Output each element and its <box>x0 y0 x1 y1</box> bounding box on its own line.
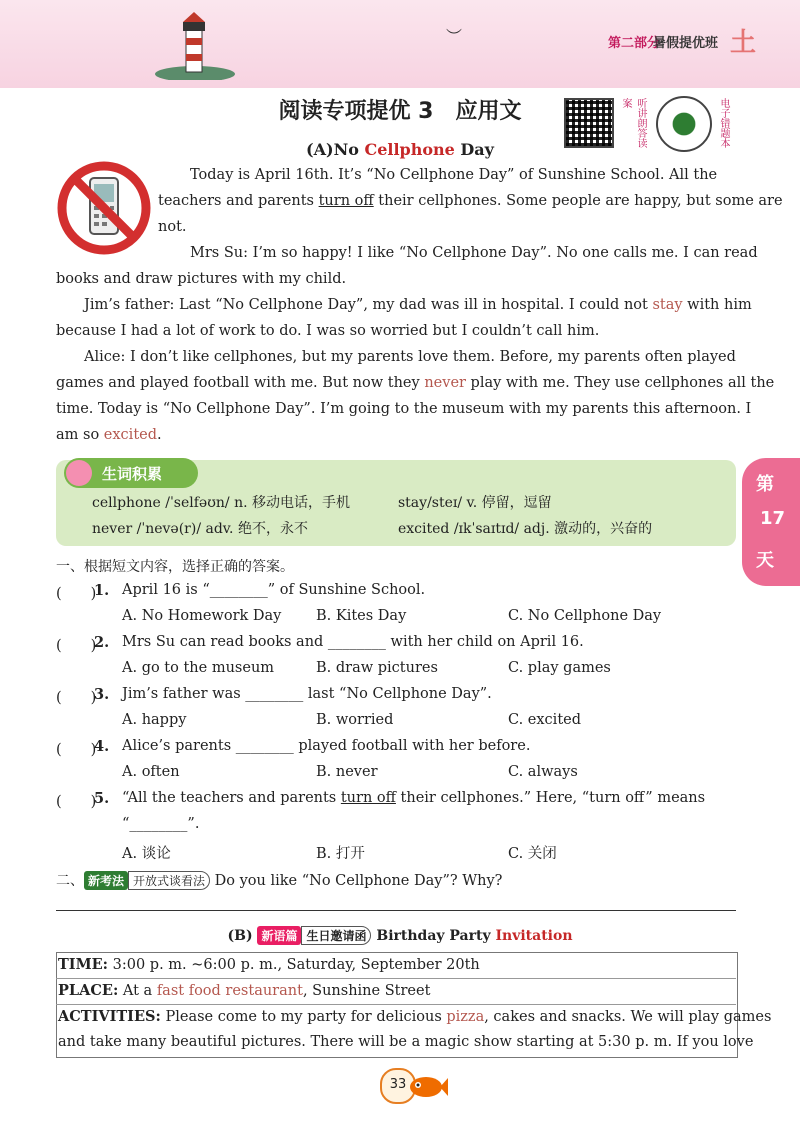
passage-line: Jim’s father: Last “No Cellphone Day”, my dad was ill in hospital. I could not stay with him <box>84 297 752 313</box>
question-number: 1. <box>94 582 110 599</box>
passage-line: time. Today is “No Cellphone Day”. I’m going to the museum with my parents this afternoon. I <box>56 401 752 417</box>
open-opinion-tag: 开放式谈看法 <box>128 871 210 890</box>
divider <box>56 910 736 911</box>
vocab-item: excited /ɪkˈsaɪtɪd/ adj. 激动的，兴奋的 <box>398 521 653 537</box>
new-text-tag: 新语篇 <box>257 926 301 945</box>
question-paren[interactable]: ( ) <box>56 586 97 602</box>
header-class-name: 暑假提优班 <box>652 36 718 51</box>
passage-line: not. <box>158 219 187 235</box>
passage-b-heading: (B) 新语篇 生日邀请函 Birthday Party Invitation <box>227 928 573 944</box>
option-c[interactable]: C. 关闭 <box>508 846 557 862</box>
question-paren[interactable]: ( ) <box>56 742 97 758</box>
page-number: 33 <box>380 1068 416 1104</box>
question-paren[interactable]: ( ) <box>56 638 97 654</box>
page-title: 阅读专项提优 3 应用文 <box>278 99 522 124</box>
question-text: April 16 is “________” of Sunshine School. <box>122 582 426 598</box>
fish-icon <box>408 1074 448 1100</box>
time-row: TIME: 3:00 p. m. ~6:00 p. m., Saturday, September 20th <box>58 956 480 973</box>
option-c[interactable]: C. No Cellphone Day <box>508 608 662 624</box>
vocab-tag: 生词积累 <box>64 458 198 488</box>
option-c[interactable]: C. excited <box>508 712 582 728</box>
header-logo-icon: 土 <box>729 28 756 58</box>
section1-title: 一、根据短文内容，选择正确的答案。 <box>56 559 294 575</box>
new-method-tag: 新考法 <box>84 871 128 890</box>
option-a[interactable]: A. 谈论 <box>122 846 171 862</box>
activities-row-2: and take many beautiful pictures. There will be a magic show starting at 5:30 p. m. If you love <box>58 1034 754 1050</box>
bird-icon: ︶ <box>446 27 463 46</box>
option-a[interactable]: A. go to the museum <box>122 660 275 676</box>
option-c[interactable]: C. always <box>508 764 578 780</box>
section2-question: Do you like “No Cellphone Day”? Why? <box>214 873 503 889</box>
option-a[interactable]: A. happy <box>122 712 187 728</box>
section2-row: 二、 新考法 开放式谈看法 Do you like “No Cellphone Day”? Why? <box>56 873 503 889</box>
question-number: 5. <box>94 790 110 807</box>
question-text: “All the teachers and parents turn off their cellphones.” Here, “turn off” means <box>122 790 706 806</box>
row-divider <box>56 1004 736 1005</box>
question-number: 2. <box>94 634 110 651</box>
lighthouse-illustration <box>150 10 240 80</box>
question-text-line2: “________”. <box>122 816 200 832</box>
question-paren[interactable]: ( ) <box>56 794 97 810</box>
qr-label-errors: 电子错题本 <box>718 98 729 148</box>
option-b[interactable]: B. worried <box>316 712 394 728</box>
passage-line: because I had a lot of work to do. I was so worried but I couldn’t call him. <box>56 323 600 339</box>
birthday-invitation-tag: 生日邀请函 <box>301 926 371 945</box>
option-c[interactable]: C. play games <box>508 660 611 676</box>
question-text: Alice’s parents ________ played football with her before. <box>122 738 531 754</box>
passage-a-heading: (A)No Cellphone Day <box>306 140 494 159</box>
qr-label-listen: 听讲朗答读案 <box>620 98 646 148</box>
question-text: Mrs Su can read books and ________ with her child on April 16. <box>122 634 584 650</box>
question-text: Jim’s father was ________ last “No Cellphone Day”. <box>122 686 492 702</box>
passage-line: teachers and parents turn off their cellphones. Some people are happy, but some are <box>158 193 783 209</box>
option-a[interactable]: A. often <box>122 764 180 780</box>
vocab-item: never /ˈnevə(r)/ adv. 绝不，永不 <box>92 521 308 537</box>
row-divider <box>56 978 736 979</box>
passage-line: Mrs Su: I’m so happy! I like “No Cellphone Day”. No one calls me. I can read <box>190 245 758 261</box>
vocab-item: stay/steɪ/ v. 停留，逗留 <box>398 495 552 511</box>
activities-row: ACTIVITIES: Please come to my party for delicious pizza, cakes and snacks. We will play games <box>58 1008 772 1025</box>
question-number: 4. <box>94 738 110 755</box>
passage-line: books and draw pictures with my child. <box>56 271 347 287</box>
day-tab: 第 17 天 <box>742 458 800 586</box>
vocab-item: cellphone /ˈselfəʊn/ n. 移动电话，手机 <box>92 495 351 511</box>
header-part: 第二部分 <box>607 36 660 51</box>
option-a[interactable]: A. No Homework Day <box>122 608 282 624</box>
no-cellphone-icon <box>56 160 152 256</box>
passage-line: am so excited. <box>56 427 162 443</box>
question-paren[interactable]: ( ) <box>56 690 97 706</box>
passage-line: Today is April 16th. It’s “No Cellphone Day” of Sunshine School. All the <box>190 167 718 183</box>
page-header <box>0 0 800 88</box>
passage-line: Alice: I don’t like cellphones, but my parents love them. Before, my parents often played <box>84 349 736 365</box>
place-row: PLACE: At a fast food restaurant, Sunshine Street <box>58 982 431 999</box>
option-b[interactable]: B. draw pictures <box>316 660 438 676</box>
option-b[interactable]: B. Kites Day <box>316 608 407 624</box>
passage-line: games and played football with me. But now they never play with me. They use cellphones all the <box>56 375 775 391</box>
question-number: 3. <box>94 686 110 703</box>
piggy-bank-icon <box>66 460 92 486</box>
option-b[interactable]: B. never <box>316 764 378 780</box>
option-b[interactable]: B. 打开 <box>316 846 365 862</box>
